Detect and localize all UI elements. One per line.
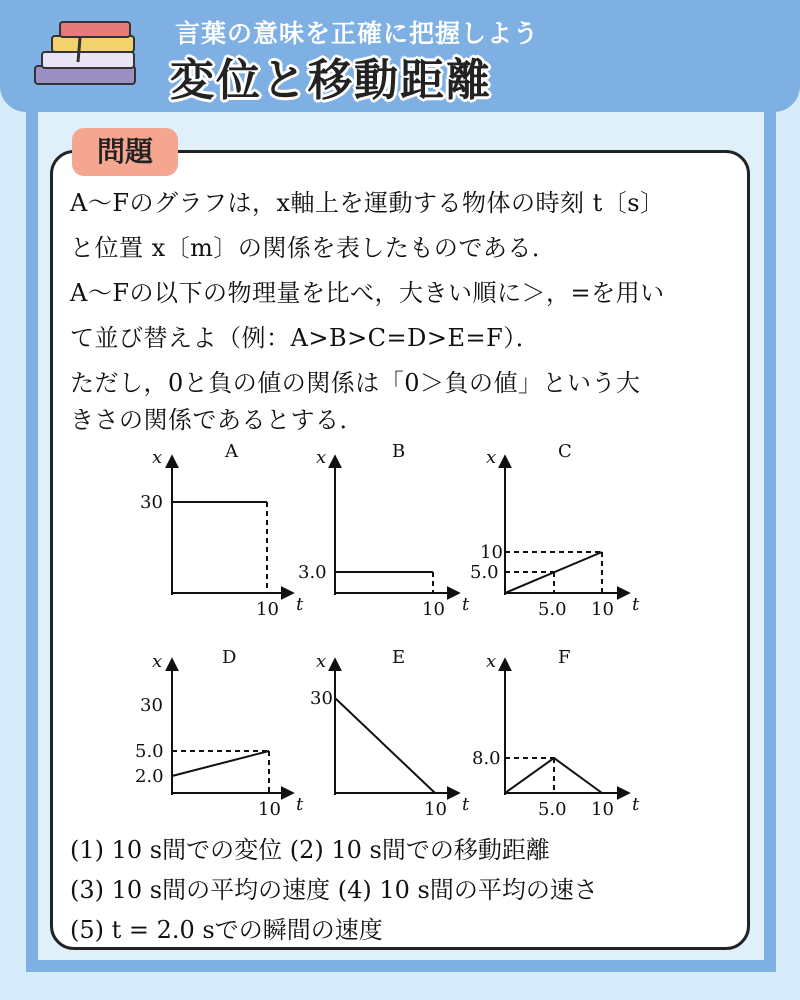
sub-question-line-1: (1) 10 s間での変位 (2) 10 s間での移動距離 (70, 836, 550, 864)
graph-c-xlabel-2: 10 (591, 599, 614, 620)
question-line-5: ただし，0と負の値の関係は「0＞負の値」という大 (70, 369, 641, 397)
graph-e-x-name: t (462, 794, 470, 815)
sub-question-line-2: (3) 10 s間の平均の速度 (4) 10 s間の平均の速さ (70, 876, 598, 904)
graph-a-x-name: t (296, 594, 304, 615)
graph-e-line (335, 698, 435, 793)
question-line-3: A～Fの以下の物理量を比べ，大きい順に＞，=を用い (70, 279, 665, 307)
graph-f-y-name: x (486, 651, 497, 672)
graph-d-x-name: t (296, 794, 304, 815)
graph-d-ylabel-1: 30 (140, 695, 163, 716)
graph-f-title: F (558, 647, 571, 668)
graph-c-ylabel-1: 10 (480, 542, 503, 563)
graph-c-ylabel-2: 5.0 (470, 562, 499, 583)
graph-e-xlabel: 10 (424, 799, 447, 820)
graph-b-xlabel: 10 (422, 599, 445, 620)
graph-d-ylabel-2: 5.0 (135, 741, 164, 762)
graph-a-y-name: x (152, 447, 163, 468)
graph-c-x-name: t (632, 594, 640, 615)
graph-b-x-name: t (462, 594, 470, 615)
question-line-6: きさの関係であるとする． (70, 406, 364, 434)
question-line-2: と位置 x〔m〕の関係を表したものである． (70, 234, 557, 262)
page-title: 変位と移動距離 (170, 55, 492, 106)
sub-question-line-3: (5) t = 2.0 sでの瞬間の速度 (70, 916, 383, 944)
graph-f-x-name: t (632, 794, 640, 815)
graph-a-xlabel: 10 (256, 599, 279, 620)
question-line-4: て並び替えよ（例：A>B>C=D>E=F）． (70, 324, 541, 352)
graph-d-xlabel: 10 (258, 799, 281, 820)
graph-d-title: D (222, 647, 237, 668)
books-icon (30, 14, 150, 94)
graphs-figure (130, 435, 650, 825)
graph-c-title: C (558, 441, 572, 462)
graph-e-ylabel: 30 (310, 688, 333, 709)
graph-d-y-name: x (152, 651, 163, 672)
graph-b-ylabel: 3.0 (298, 562, 327, 583)
graph-a-ylabel: 30 (140, 492, 163, 513)
graph-c-y-name: x (486, 447, 497, 468)
graph-f-ylabel: 8.0 (472, 748, 501, 769)
graph-e-y-name: x (316, 651, 327, 672)
graph-f-xlabel-2: 10 (591, 799, 614, 820)
problem-label: 問題 (72, 128, 178, 176)
graph-b-y-name: x (316, 447, 327, 468)
graph-d-ylabel-3: 2.0 (135, 766, 164, 787)
graph-d-line (172, 751, 269, 776)
header-subtitle: 言葉の意味を正確に把握しよう (175, 19, 540, 48)
question-line-1: A～Fのグラフは，x軸上を運動する物体の時刻 t〔s〕 (70, 189, 665, 217)
graph-c-xlabel-1: 5.0 (538, 599, 567, 620)
graph-f-xlabel-1: 5.0 (538, 799, 567, 820)
graph-a-title: A (225, 441, 238, 462)
graph-b-title: B (392, 441, 406, 462)
graph-e-title: E (392, 647, 406, 668)
